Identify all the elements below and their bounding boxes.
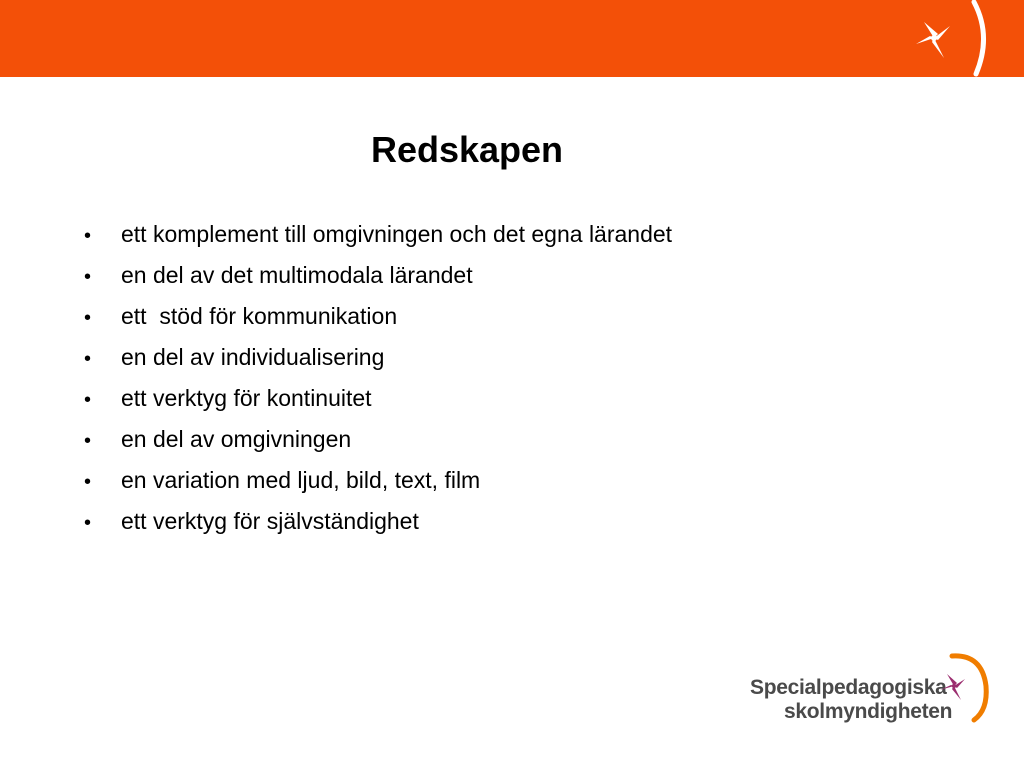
bullet-dot: • xyxy=(84,225,92,247)
bullet-text: ett komplement till omgivningen och det egna lärandet xyxy=(121,221,673,247)
list-item xyxy=(84,221,672,262)
bullet-text: en variation med ljud, bild, text, film xyxy=(121,467,481,493)
bullet-dot: • xyxy=(84,389,92,411)
logo-line-1: Specialpedagogiska xyxy=(750,676,947,699)
bullet-text: ett verktyg för självständighet xyxy=(121,508,419,534)
top-star-logo-icon xyxy=(888,0,998,77)
bullet-list xyxy=(84,221,672,549)
logo-line-2: skolmyndigheten xyxy=(784,700,953,723)
bullet-text: en del av omgivningen xyxy=(121,426,352,452)
bullet-dot: • xyxy=(84,512,92,534)
top-band xyxy=(0,0,1024,77)
star-mark-icon xyxy=(934,650,998,730)
list-item xyxy=(84,303,672,344)
list-item xyxy=(84,508,672,549)
bullet-dot: • xyxy=(84,307,92,329)
list-item xyxy=(84,467,672,508)
list-item xyxy=(84,385,672,426)
list-item xyxy=(84,262,672,303)
bullet-text: ett stöd för kommunikation xyxy=(121,303,398,329)
bullet-dot: • xyxy=(84,266,92,288)
list-item xyxy=(84,426,672,467)
organization-logo xyxy=(748,650,998,730)
list-item xyxy=(84,344,672,385)
bullet-dot: • xyxy=(84,348,92,370)
bullet-text: en del av individualisering xyxy=(121,344,385,370)
slide-title: Redskapen xyxy=(370,129,564,170)
bullet-dot: • xyxy=(84,430,92,452)
bullet-text: ett verktyg för kontinuitet xyxy=(121,385,372,411)
bullet-dot: • xyxy=(84,471,92,493)
bullet-text: en del av det multimodala lärandet xyxy=(121,262,473,288)
